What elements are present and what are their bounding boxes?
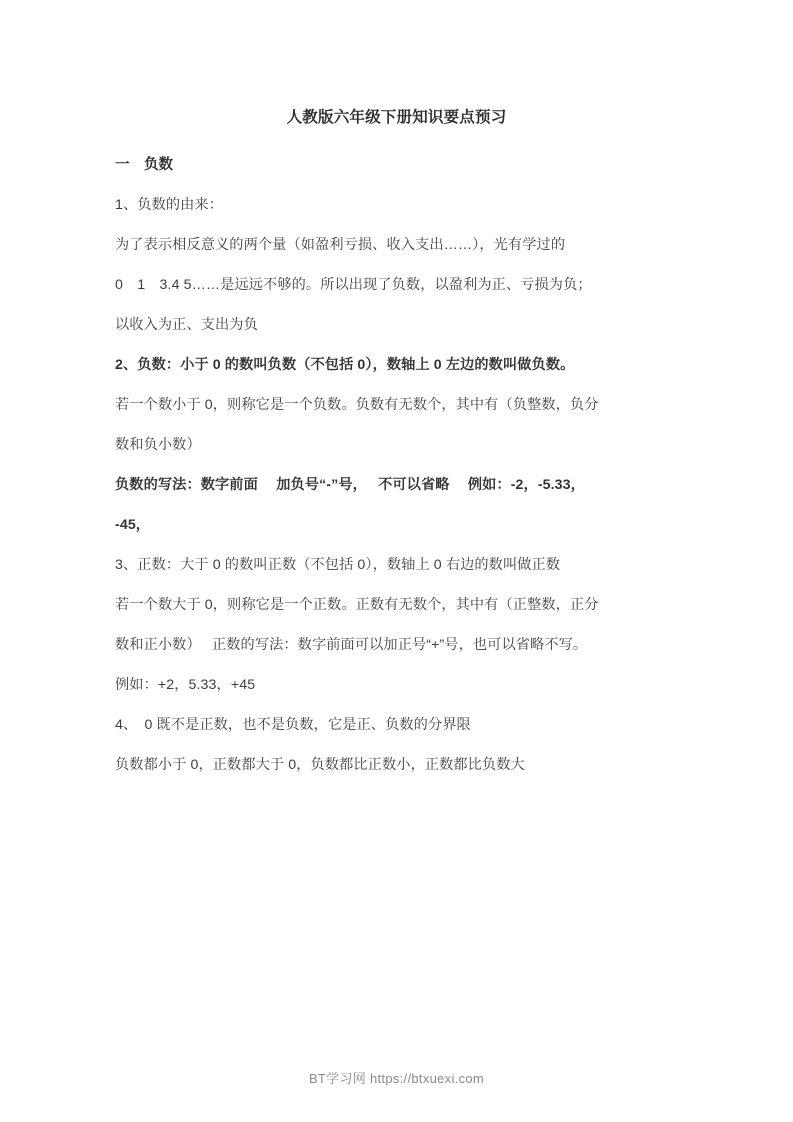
text-line: 负数的写法：数字前面 加负号“-”号， 不可以省略 例如：-2，-5.33， [115, 477, 585, 493]
text-line: 负数都小于 0，正数都大于 0，负数都比正数小，正数都比负数大 [115, 757, 525, 773]
text-line: 数和负小数） [115, 437, 201, 453]
text-line: 例如：+2，5.33，+45 [115, 677, 256, 693]
text-line: 若一个数大于 0，则称它是一个正数。正数有无数个，其中有（正整数，正分 [115, 597, 599, 613]
text-line: 3、正数：大于 0 的数叫正数（不包括 0），数轴上 0 右边的数叫做正数 [115, 557, 561, 573]
text-line: 数和正小数） 正数的写法：数字前面可以加正号“+”号，也可以省略不写。 [115, 637, 588, 653]
footer-watermark: BT学习网 https://btxuexi.com [308, 1071, 485, 1086]
text-line: 0 1 3.4 5……是远远不够的。所以出现了负数，以盈利为正、亏损为负； [115, 277, 592, 293]
text-line: 1、负数的由来： [115, 197, 224, 213]
document-body [115, 145, 683, 785]
paragraph-list [115, 185, 683, 785]
text-line: 2、负数：小于 0 的数叫负数（不包括 0），数轴上 0 左边的数叫做负数。 [115, 357, 575, 373]
text-line: 为了表示相反意义的两个量（如盈利亏损、收入支出……），光有学过的 [115, 237, 566, 253]
text-line: 4、 0 既不是正数，也不是负数，它是正、负数的分界限 [115, 717, 471, 733]
section-heading-negative-numbers: 一 负数 [115, 157, 173, 173]
text-line: 以收入为正、支出为负 [115, 317, 258, 333]
page-title: 人教版六年级下册知识要点预习 [286, 109, 507, 126]
text-line: -45， [115, 517, 151, 533]
text-line: 若一个数小于 0，则称它是一个负数。负数有无数个，其中有（负整数，负分 [115, 397, 599, 413]
